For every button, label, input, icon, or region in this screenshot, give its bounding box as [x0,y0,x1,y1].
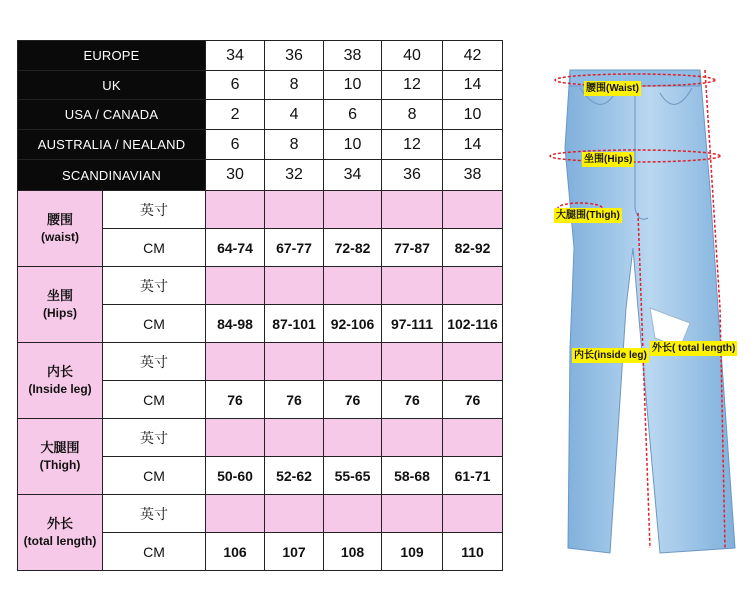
size-value: 40 [382,41,443,71]
measure-row-total-length-inch [18,495,503,533]
size-value: 12 [382,130,443,160]
thigh-tag: 大腿围(Thigh) [556,210,620,221]
inch-value [265,267,324,305]
cm-value: 106 [206,533,265,571]
measure-label-en: (total length) [23,534,97,549]
size-row-label: UK [18,71,206,100]
unit-label-cm: CM [103,457,206,495]
inch-value [443,495,503,533]
cm-value: 108 [324,533,382,571]
measure-label-inside-leg [18,343,103,419]
measure-label-en: (Thigh) [39,458,81,473]
size-value: 36 [265,41,324,71]
cm-value: 61-71 [443,457,503,495]
inch-value [382,419,443,457]
unit-label-cm: CM [103,533,206,571]
cm-value: 64-74 [206,229,265,267]
size-value: 2 [206,100,265,130]
unit-label-inch: 英寸 [103,343,206,381]
inch-value [443,191,503,229]
size-chart-table [17,40,503,571]
cm-value: 109 [382,533,443,571]
inch-value [265,495,324,533]
cm-value: 76 [382,381,443,419]
cm-value: 87-101 [265,305,324,343]
unit-label-inch: 英寸 [103,267,206,305]
hips-tag: 坐围(Hips) [584,154,633,165]
size-value: 36 [382,160,443,191]
measure-label-en: (Inside leg) [28,382,92,397]
size-value: 6 [206,71,265,100]
measure-label-zh: 外长 [46,516,73,531]
measure-label-zh: 大腿围 [40,440,80,455]
size-row-label: SCANDINAVIAN [18,160,206,191]
cm-value: 52-62 [265,457,324,495]
cm-value: 76 [265,381,324,419]
jeans-illustration [540,48,750,578]
unit-label-cm: CM [103,229,206,267]
inch-value [206,267,265,305]
inch-value [324,495,382,533]
inch-value [443,419,503,457]
measure-label-zh: 坐围 [46,288,73,303]
size-value: 6 [324,100,382,130]
size-row-europe [18,41,503,71]
size-value: 8 [382,100,443,130]
unit-label-inch: 英寸 [103,419,206,457]
inch-value [382,343,443,381]
size-value: 8 [265,130,324,160]
cm-value: 110 [443,533,503,571]
inch-value [265,419,324,457]
size-row-label: USA / CANADA [18,100,206,130]
size-row-usa-canada [18,100,503,130]
cm-value: 72-82 [324,229,382,267]
inch-value [206,191,265,229]
cm-value: 76 [206,381,265,419]
inch-value [324,419,382,457]
size-value: 12 [382,71,443,100]
cm-value: 55-65 [324,457,382,495]
cm-value: 77-87 [382,229,443,267]
size-row-label: AUSTRALIA / NEALAND [18,130,206,160]
jeans-measurement-figure [540,48,750,578]
measure-row-thigh-inch [18,419,503,457]
size-value: 32 [265,160,324,191]
cm-value: 97-111 [382,305,443,343]
cm-value: 58-68 [382,457,443,495]
measure-label-waist [18,191,103,267]
size-value: 38 [324,41,382,71]
inch-value [382,495,443,533]
size-row-australia [18,130,503,160]
measure-row-hips-inch [18,267,503,305]
inch-value [265,191,324,229]
size-value: 6 [206,130,265,160]
measure-label-en: (waist) [40,230,79,245]
size-value: 14 [443,71,503,100]
inch-value [206,495,265,533]
measure-label-hips [18,267,103,343]
size-row-label: EUROPE [18,41,206,71]
unit-label-cm: CM [103,381,206,419]
cm-value: 102-116 [443,305,503,343]
inside-leg-tag: 内长(inside leg) [574,350,647,361]
unit-label-inch: 英寸 [103,495,206,533]
size-value: 10 [324,130,382,160]
size-value: 34 [206,41,265,71]
size-value: 38 [443,160,503,191]
inch-value [324,191,382,229]
cm-value: 84-98 [206,305,265,343]
size-row-uk [18,71,503,100]
inch-value [265,343,324,381]
unit-label-inch: 英寸 [103,191,206,229]
measure-label-total-length [18,495,103,571]
size-value: 34 [324,160,382,191]
inch-value [443,343,503,381]
cm-value: 76 [324,381,382,419]
size-value: 42 [443,41,503,71]
inch-value [206,419,265,457]
measure-label-thigh [18,419,103,495]
size-value: 30 [206,160,265,191]
measure-label-en: (Hips) [43,306,77,321]
cm-value: 107 [265,533,324,571]
size-value: 10 [324,71,382,100]
size-value: 8 [265,71,324,100]
cm-value: 82-92 [443,229,503,267]
size-value: 4 [265,100,324,130]
size-value: 14 [443,130,503,160]
measure-row-waist-inch [18,191,503,229]
inch-value [324,343,382,381]
total-length-tag: 外长( total length) [652,343,736,354]
unit-label-cm: CM [103,305,206,343]
inch-value [206,343,265,381]
inch-value [382,267,443,305]
inch-value [382,191,443,229]
size-value: 10 [443,100,503,130]
inch-value [324,267,382,305]
measure-row-inside-leg-inch [18,343,503,381]
measure-label-zh: 内长 [46,364,73,379]
measure-label-zh: 腰围 [46,212,73,227]
inch-value [443,267,503,305]
size-row-scandinavian [18,160,503,191]
cm-value: 92-106 [324,305,382,343]
waist-tag: 腰围(Waist) [586,83,639,94]
cm-value: 76 [443,381,503,419]
cm-value: 50-60 [206,457,265,495]
cm-value: 67-77 [265,229,324,267]
